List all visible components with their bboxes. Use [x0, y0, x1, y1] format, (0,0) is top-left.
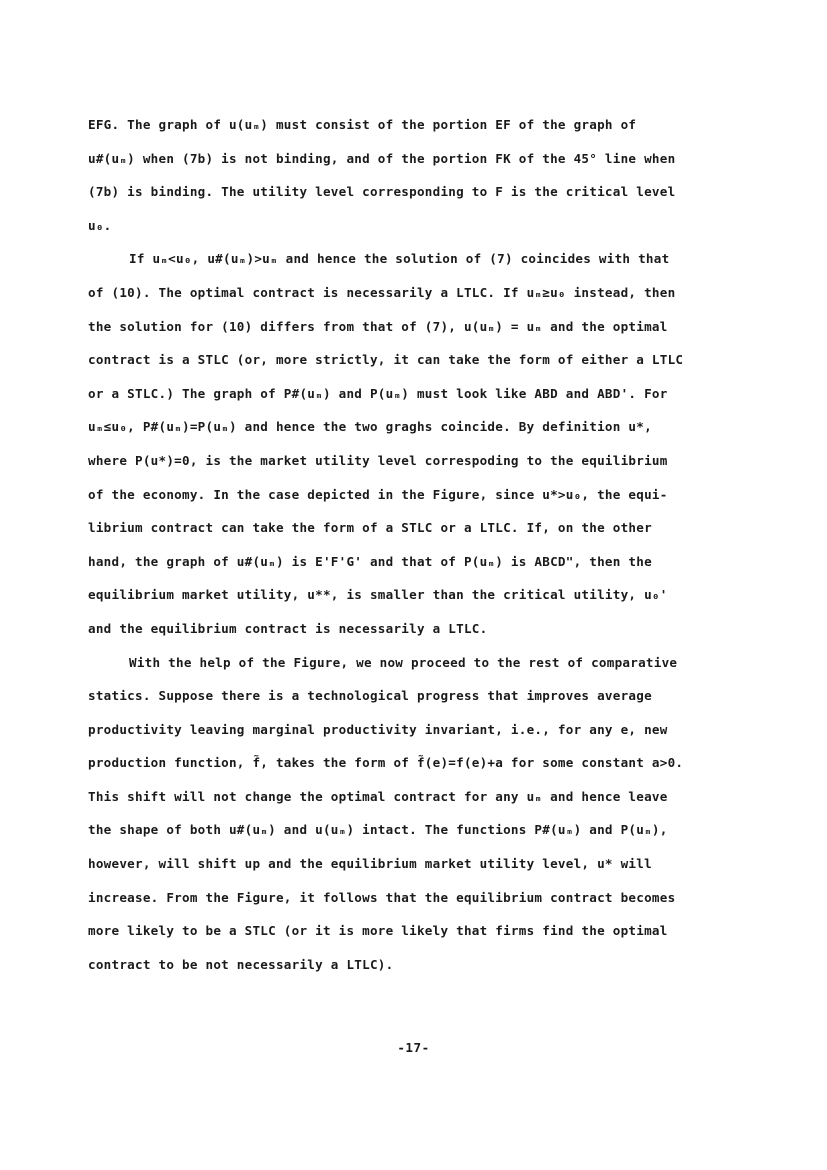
- text-line: u₀.: [88, 217, 112, 233]
- text-line: however, will shift up and the equilibrium market utility level, u* will: [88, 856, 652, 872]
- text-line: or a STLC.) The graph of P#(uₘ) and P(uₘ) must look like ABD and ABD'. For: [88, 385, 668, 401]
- text-line: production function, f̃, takes the form of f̃(e)=f(e)+a for some constant a>0.: [88, 755, 684, 771]
- text-line: of the economy. In the case depicted in the Figure, since u*>u₀, the equi-: [88, 486, 668, 502]
- text-line: (7b) is binding. The utility level corresponding to F is the critical level: [88, 184, 676, 200]
- text-line: more likely to be a STLC (or it is more likely that firms find the optimal: [88, 923, 668, 939]
- paragraph-3: [88, 646, 728, 982]
- paragraph-1: [88, 108, 728, 242]
- text-line: contract to be not necessarily a LTLC).: [88, 956, 394, 972]
- paragraph-2: [88, 242, 728, 645]
- text-line: the solution for (10) differs from that of (7), u(uₘ) = uₘ and the optimal: [88, 318, 668, 334]
- text-line: EFG. The graph of u(uₘ) must consist of the portion EF of the graph of: [88, 117, 637, 132]
- text-line: equilibrium market utility, u**, is smaller than the critical utility, u₀': [88, 587, 668, 603]
- text-line: where P(u*)=0, is the market utility level correspoding to the equilibrium: [88, 452, 668, 468]
- text-line: contract is a STLC (or, more strictly, it can take the form of either a LTLC: [88, 352, 684, 368]
- document-body: [88, 108, 728, 981]
- text-line: This shift will not change the optimal contract for any uₘ and hence leave: [88, 788, 668, 804]
- text-line: increase. From the Figure, it follows that the equilibrium contract becomes: [88, 889, 676, 905]
- text-line: statics. Suppose there is a technological progress that improves average: [88, 688, 652, 704]
- text-line: u#(uₘ) when (7b) is not binding, and of the portion FK of the 45° line when: [88, 150, 676, 166]
- text-line: If uₘ<u₀, u#(uₘ)>uₘ and hence the solution of (7) coincides with that: [129, 251, 670, 267]
- page-number: -17-: [397, 1040, 430, 1055]
- text-line: hand, the graph of u#(uₘ) is E'F'G' and that of P(uₘ) is ABCD", then the: [88, 553, 652, 569]
- text-line: the shape of both u#(uₘ) and u(uₘ) intact. The functions P#(uₘ) and P(uₘ),: [88, 822, 668, 838]
- text-line: librium contract can take the form of a STLC or a LTLC. If, on the other: [88, 520, 652, 536]
- text-line: of (10). The optimal contract is necessarily a LTLC. If uₘ≥u₀ instead, then: [88, 284, 676, 300]
- text-line: productivity leaving marginal productivity invariant, i.e., for any e, new: [88, 721, 668, 737]
- text-line: uₘ≤u₀, P#(uₘ)=P(uₘ) and hence the two graghs coincide. By definition u*,: [88, 419, 652, 435]
- text-line: and the equilibrium contract is necessarily a LTLC.: [88, 620, 488, 636]
- text-line: With the help of the Figure, we now proceed to the rest of comparative: [129, 654, 678, 670]
